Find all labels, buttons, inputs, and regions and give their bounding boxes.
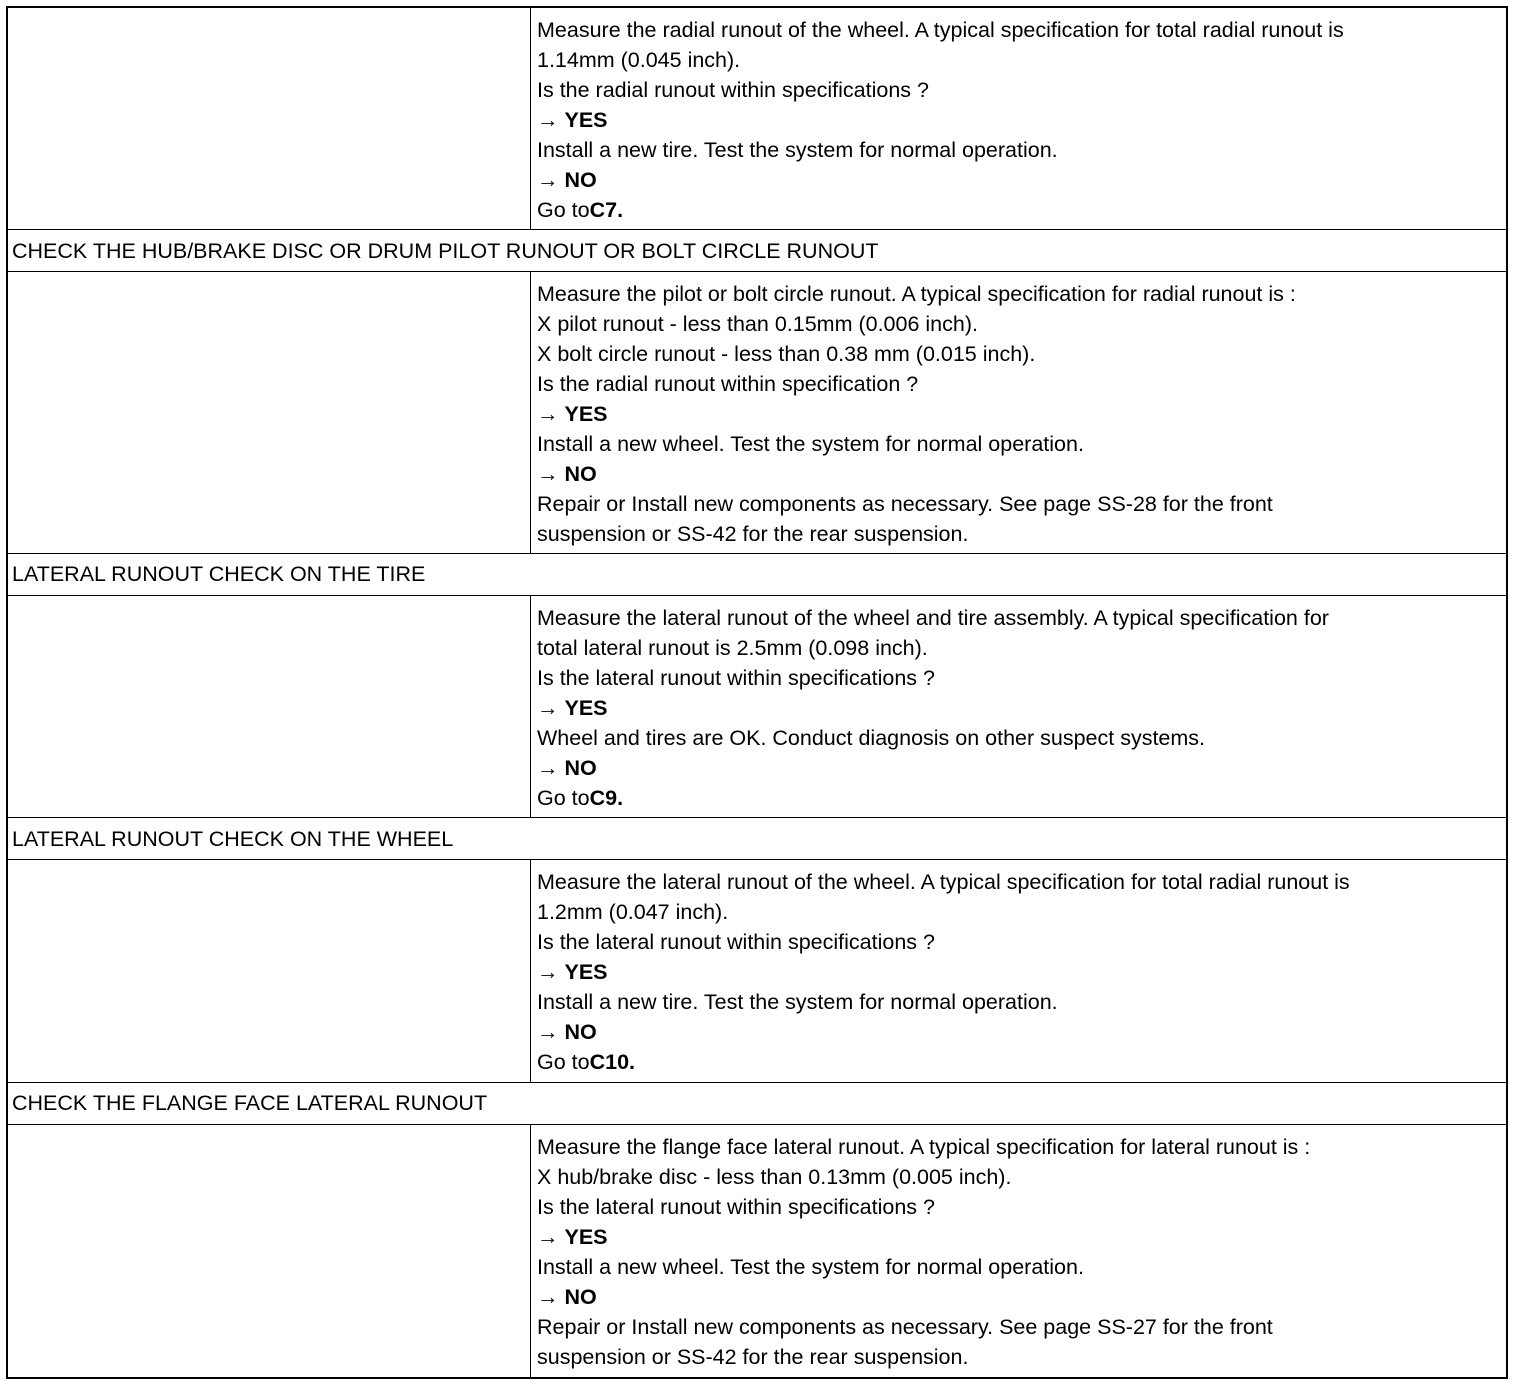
step-instructions [531, 860, 1506, 1081]
no-action [537, 195, 1506, 225]
section-title: LATERAL RUNOUT CHECK ON THE WHEEL [12, 826, 454, 851]
step-row-lateral-wheel [8, 860, 1506, 1082]
step-left-cell [8, 8, 531, 229]
step-left-cell [8, 1125, 531, 1377]
yes-option [537, 399, 1506, 429]
no-action: Repair or Install new components as necessary. See page SS-28 for the front [537, 492, 1273, 517]
arrow-icon: → [537, 168, 559, 192]
question-line: Is the lateral runout within specifications ? [537, 665, 935, 690]
yes-action: Install a new wheel. Test the system for normal operation. [537, 432, 1084, 457]
yes-option [537, 693, 1506, 723]
question-line: Is the radial runout within specifications ? [537, 78, 929, 102]
step-left-cell [8, 860, 531, 1081]
instruction-line: X pilot runout - less than 0.15mm (0.006 inch). [537, 312, 978, 337]
yes-action: Install a new tire. Test the system for normal operation. [537, 990, 1058, 1015]
arrow-icon: → [537, 1284, 559, 1309]
section-header [8, 554, 1506, 596]
arrow-icon: → [537, 462, 559, 487]
yes-action: Install a new tire. Test the system for normal operation. [537, 138, 1058, 162]
instruction-line: Measure the lateral runout of the wheel. A typical specification for total radial runout is [537, 870, 1350, 895]
yes-action: Wheel and tires are OK. Conduct diagnosis on other suspect systems. [537, 725, 1206, 750]
step-row-lateral-tire [8, 596, 1506, 818]
no-action: suspension or SS-42 for the rear suspension. [537, 1344, 969, 1369]
instruction-line: Measure the lateral runout of the wheel and tire assembly. A typical specification for [537, 605, 1329, 630]
arrow-icon: → [537, 108, 559, 132]
no-option [537, 1017, 1506, 1047]
instruction-line: Measure the flange face lateral runout. A typical specification for lateral runout is : [537, 1134, 1311, 1159]
section-header [8, 1083, 1506, 1125]
no-option [537, 165, 1506, 195]
step-left-cell [8, 272, 531, 552]
goto-link[interactable]: C10. [589, 1050, 636, 1075]
instruction-line: total lateral runout is 2.5mm (0.098 inch). [537, 635, 928, 660]
step-row-radial-runout-wheel [8, 8, 1506, 230]
step-instructions [531, 1125, 1506, 1377]
question-line: Is the radial runout within specification ? [537, 372, 919, 397]
yes-label: YES [564, 402, 608, 427]
yes-action: Install a new wheel. Test the system for normal operation. [537, 1254, 1084, 1279]
no-label: NO [564, 462, 597, 487]
step-instructions [531, 596, 1506, 817]
goto-link[interactable]: C9. [589, 785, 624, 810]
step-row-pilot-runout [8, 272, 1506, 553]
step-instructions [531, 8, 1506, 229]
instruction-line: Measure the radial runout of the wheel. A typical specification for total radial runout is [537, 18, 1344, 42]
yes-label: YES [564, 108, 608, 132]
yes-label: YES [564, 1224, 608, 1249]
no-option [537, 753, 1506, 783]
arrow-icon: → [537, 1224, 559, 1249]
no-label: NO [564, 755, 597, 780]
yes-option [537, 1222, 1506, 1252]
no-label: NO [564, 1284, 597, 1309]
arrow-icon: → [537, 960, 559, 985]
arrow-icon: → [537, 695, 559, 720]
instruction-line: 1.14mm (0.045 inch). [537, 48, 741, 72]
goto-link[interactable]: C7. [589, 198, 624, 222]
no-action: Repair or Install new components as necessary. See page SS-27 for the front [537, 1314, 1273, 1339]
step-instructions [531, 272, 1506, 552]
arrow-icon: → [537, 1020, 559, 1045]
no-action [537, 1047, 1506, 1077]
yes-label: YES [564, 960, 608, 985]
no-action [537, 783, 1506, 813]
section-header [8, 818, 1506, 860]
question-line: Is the lateral runout within specifications ? [537, 1194, 935, 1219]
no-label: NO [564, 1020, 597, 1045]
no-label: NO [564, 168, 597, 192]
no-option [537, 1282, 1506, 1312]
instruction-line: X bolt circle runout - less than 0.38 mm (0.015 inch). [537, 342, 1036, 367]
instruction-line: 1.2mm (0.047 inch). [537, 900, 729, 925]
diagnostic-table [6, 6, 1508, 1379]
instruction-line: Measure the pilot or bolt circle runout. A typical specification for radial runout is : [537, 282, 1296, 307]
step-row-flange-face [8, 1125, 1506, 1377]
section-title: LATERAL RUNOUT CHECK ON THE TIRE [12, 562, 426, 587]
goto-prefix: Go to [537, 198, 590, 222]
instruction-line: X hub/brake disc - less than 0.13mm (0.005 inch). [537, 1164, 1012, 1189]
step-left-cell [8, 596, 531, 817]
arrow-icon: → [537, 755, 559, 780]
question-line: Is the lateral runout within specifications ? [537, 930, 935, 955]
goto-prefix: Go to [537, 785, 590, 810]
no-action: suspension or SS-42 for the rear suspension. [537, 522, 969, 547]
yes-label: YES [564, 695, 608, 720]
arrow-icon: → [537, 402, 559, 427]
goto-prefix: Go to [537, 1050, 590, 1075]
section-header [8, 230, 1506, 272]
no-option [537, 459, 1506, 489]
section-title: CHECK THE HUB/BRAKE DISC OR DRUM PILOT RUNOUT OR BOLT CIRCLE RUNOUT [12, 238, 879, 263]
section-title: CHECK THE FLANGE FACE LATERAL RUNOUT [12, 1091, 488, 1116]
yes-option [537, 105, 1506, 135]
yes-option [537, 957, 1506, 987]
